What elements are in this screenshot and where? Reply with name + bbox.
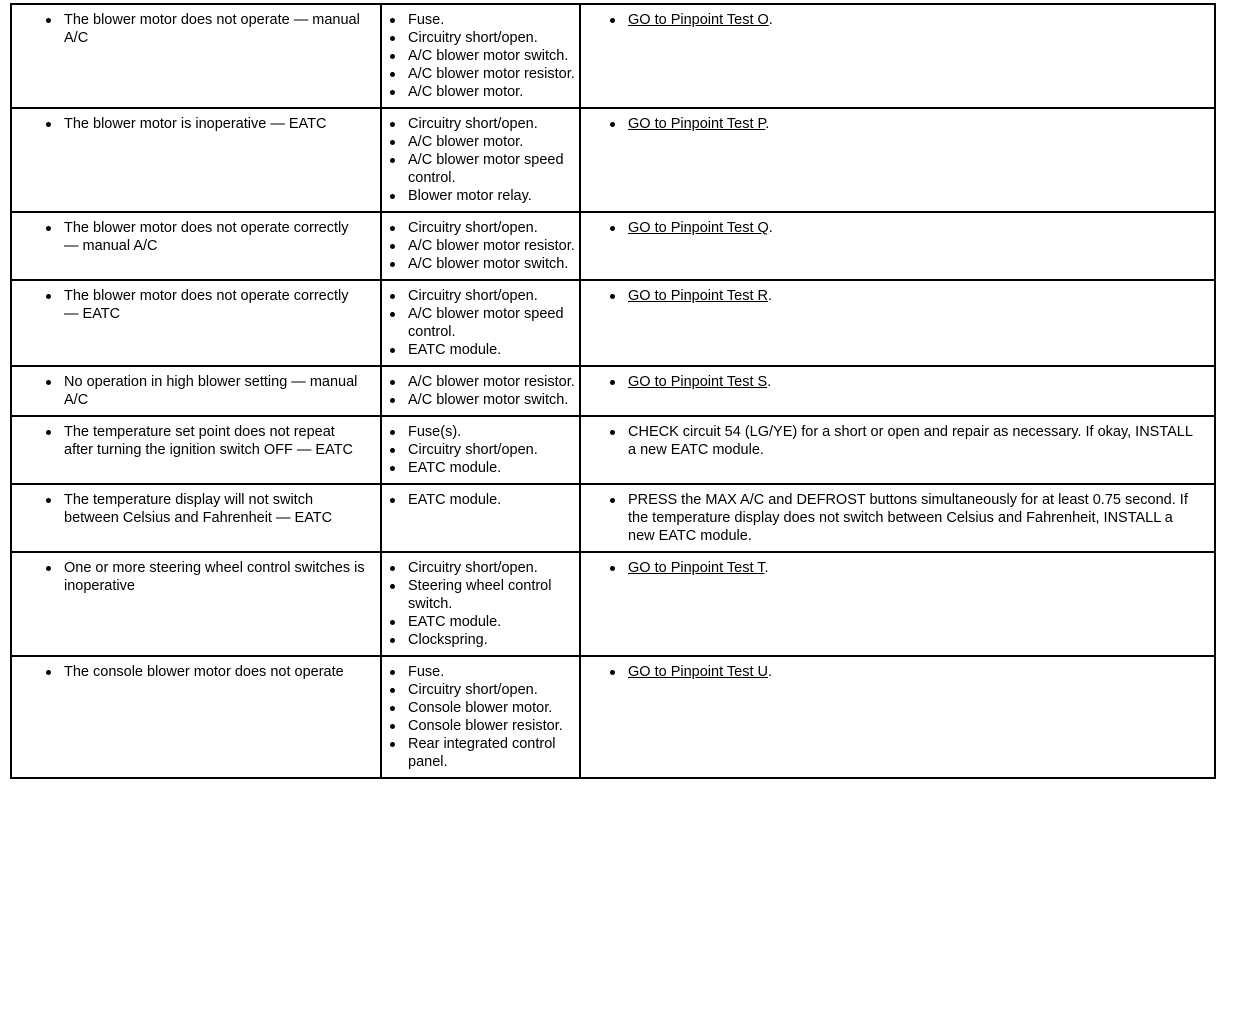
possible-source-item: A/C blower motor. bbox=[408, 83, 575, 101]
table-row bbox=[11, 366, 1215, 416]
action-list bbox=[581, 11, 1214, 29]
possible-source-item: A/C blower motor resistor. bbox=[408, 374, 575, 390]
possible-source-cell bbox=[381, 280, 580, 366]
pinpoint-test-link[interactable]: GO to Pinpoint Test Q bbox=[628, 220, 769, 236]
action-cell bbox=[580, 484, 1215, 552]
table-row bbox=[11, 416, 1215, 484]
pinpoint-test-link[interactable]: GO to Pinpoint Test P bbox=[628, 116, 766, 132]
action-text: CHECK circuit 54 (LG/YE) for a short or open and repair as necessary. If okay, INSTALL a new EATC module. bbox=[628, 424, 1193, 458]
condition-text: The temperature display will not switch between Celsius and Fahrenheit — EATC bbox=[64, 491, 366, 527]
possible-source-cell bbox=[381, 552, 580, 656]
action-cell bbox=[580, 280, 1215, 366]
table-row bbox=[11, 4, 1215, 108]
action-cell bbox=[580, 108, 1215, 212]
possible-source-item: Circuitry short/open. bbox=[408, 115, 575, 133]
possible-source-item: EATC module. bbox=[408, 491, 575, 509]
possible-source-item: Blower motor relay. bbox=[408, 187, 575, 205]
action-list bbox=[581, 373, 1214, 391]
action-suffix: . bbox=[767, 374, 772, 390]
possible-source-item: EATC module. bbox=[408, 459, 575, 477]
action-cell bbox=[580, 212, 1215, 280]
table-row bbox=[11, 552, 1215, 656]
action-item bbox=[628, 115, 1194, 133]
action-item bbox=[628, 373, 1194, 391]
action-cell bbox=[580, 552, 1215, 656]
possible-source-item: Fuse. bbox=[408, 11, 575, 29]
possible-source-item: A/C blower motor speed control. bbox=[408, 151, 575, 187]
action-suffix: . bbox=[767, 664, 772, 680]
action-list bbox=[581, 219, 1214, 237]
pinpoint-test-link[interactable]: GO to Pinpoint Test T bbox=[628, 560, 765, 576]
possible-source-item: A/C blower motor resistor. bbox=[408, 238, 575, 254]
possible-source-item: A/C blower motor resistor. bbox=[408, 66, 575, 82]
possible-source-cell bbox=[381, 4, 580, 108]
possible-source-item: A/C blower motor. bbox=[408, 133, 575, 151]
condition-cell bbox=[11, 552, 381, 656]
possible-source-list bbox=[382, 115, 579, 205]
pinpoint-test-link[interactable]: GO to Pinpoint Test O bbox=[628, 12, 769, 28]
possible-source-list bbox=[382, 491, 579, 509]
possible-source-item: Console blower motor. bbox=[408, 699, 575, 717]
table-row bbox=[11, 212, 1215, 280]
action-list bbox=[581, 559, 1214, 577]
action-list bbox=[581, 423, 1214, 459]
action-list bbox=[581, 663, 1214, 681]
action-list bbox=[581, 115, 1214, 133]
condition-cell bbox=[11, 280, 381, 366]
table-row bbox=[11, 484, 1215, 552]
action-list bbox=[581, 287, 1214, 305]
condition-text: One or more steering wheel control switches is inoperative bbox=[64, 560, 365, 594]
action-item bbox=[628, 219, 1194, 237]
condition-text: The blower motor is inoperative — EATC bbox=[64, 115, 366, 133]
possible-source-item: Circuitry short/open. bbox=[408, 219, 575, 237]
possible-source-item: Console blower resistor. bbox=[408, 717, 575, 735]
possible-source-item: A/C blower motor switch. bbox=[408, 255, 575, 273]
condition-text: No operation in high blower setting — manual A/C bbox=[64, 373, 366, 409]
action-list bbox=[581, 491, 1214, 545]
possible-source-item: A/C blower motor switch. bbox=[408, 47, 575, 65]
pinpoint-test-link[interactable]: GO to Pinpoint Test R bbox=[628, 288, 768, 304]
action-item bbox=[628, 423, 1194, 459]
condition-text: The blower motor does not operate — manual A/C bbox=[64, 11, 366, 47]
possible-source-item: A/C blower motor switch. bbox=[408, 391, 575, 409]
condition-list bbox=[12, 287, 380, 323]
condition-text: The blower motor does not operate correctly — EATC bbox=[64, 287, 366, 323]
condition-list bbox=[12, 219, 380, 255]
action-item bbox=[628, 287, 1194, 305]
action-suffix: . bbox=[768, 12, 773, 28]
action-text: PRESS the MAX A/C and DEFROST buttons simultaneously for at least 0.75 second. If the temperature display does not switch between Celsius and Fahrenheit, INSTALL a new EATC module. bbox=[628, 492, 1188, 544]
action-item bbox=[628, 559, 1194, 577]
condition-cell bbox=[11, 108, 381, 212]
possible-source-cell bbox=[381, 656, 580, 778]
symptom-chart-table bbox=[10, 3, 1216, 779]
possible-source-item: Rear integrated control panel. bbox=[408, 735, 575, 771]
possible-source-list bbox=[382, 11, 579, 101]
condition-list bbox=[12, 663, 380, 681]
possible-source-cell bbox=[381, 212, 580, 280]
possible-source-item: Clockspring. bbox=[408, 631, 575, 649]
possible-source-item: Circuitry short/open. bbox=[408, 559, 575, 577]
possible-source-item: EATC module. bbox=[408, 341, 575, 359]
condition-list bbox=[12, 373, 380, 409]
condition-text: The blower motor does not operate correctly — manual A/C bbox=[64, 219, 366, 255]
possible-source-item: Circuitry short/open. bbox=[408, 681, 575, 699]
condition-text: The temperature set point does not repeat after turning the ignition switch OFF — EATC bbox=[64, 423, 366, 459]
condition-cell bbox=[11, 416, 381, 484]
action-cell bbox=[580, 4, 1215, 108]
action-suffix: . bbox=[768, 220, 773, 236]
possible-source-item: Steering wheel control switch. bbox=[408, 577, 575, 613]
table-row bbox=[11, 280, 1215, 366]
condition-cell bbox=[11, 656, 381, 778]
condition-cell bbox=[11, 212, 381, 280]
possible-source-list bbox=[382, 559, 579, 649]
table-row bbox=[11, 656, 1215, 778]
condition-cell bbox=[11, 484, 381, 552]
pinpoint-test-link[interactable]: GO to Pinpoint Test U bbox=[628, 664, 768, 680]
action-cell bbox=[580, 656, 1215, 778]
possible-source-list bbox=[382, 219, 579, 273]
possible-source-item: Fuse. bbox=[408, 663, 575, 681]
possible-source-item: Fuse(s). bbox=[408, 423, 575, 441]
pinpoint-test-link[interactable]: GO to Pinpoint Test S bbox=[628, 374, 768, 390]
action-suffix: . bbox=[767, 288, 772, 304]
possible-source-cell bbox=[381, 484, 580, 552]
possible-source-list bbox=[382, 287, 579, 359]
possible-source-list bbox=[382, 373, 579, 409]
possible-source-item: EATC module. bbox=[408, 613, 575, 631]
condition-list bbox=[12, 559, 380, 595]
action-suffix: . bbox=[765, 116, 770, 132]
action-item bbox=[628, 11, 1194, 29]
possible-source-list bbox=[382, 663, 579, 771]
condition-cell bbox=[11, 4, 381, 108]
condition-list bbox=[12, 491, 380, 527]
possible-source-cell bbox=[381, 108, 580, 212]
possible-source-cell bbox=[381, 416, 580, 484]
action-item bbox=[628, 663, 1194, 681]
condition-list bbox=[12, 423, 380, 459]
possible-source-item: Circuitry short/open. bbox=[408, 29, 575, 47]
action-item bbox=[628, 491, 1194, 545]
possible-source-item: Circuitry short/open. bbox=[408, 441, 575, 459]
condition-list bbox=[12, 11, 380, 47]
table-row bbox=[11, 108, 1215, 212]
possible-source-item: A/C blower motor speed control. bbox=[408, 305, 575, 341]
condition-list bbox=[12, 115, 380, 133]
possible-source-list bbox=[382, 423, 579, 477]
condition-cell bbox=[11, 366, 381, 416]
action-cell bbox=[580, 416, 1215, 484]
possible-source-item: Circuitry short/open. bbox=[408, 287, 575, 305]
condition-text: The console blower motor does not operate bbox=[64, 663, 366, 681]
possible-source-cell bbox=[381, 366, 580, 416]
action-cell bbox=[580, 366, 1215, 416]
symptom-chart-body bbox=[11, 4, 1215, 778]
action-suffix: . bbox=[764, 560, 769, 576]
